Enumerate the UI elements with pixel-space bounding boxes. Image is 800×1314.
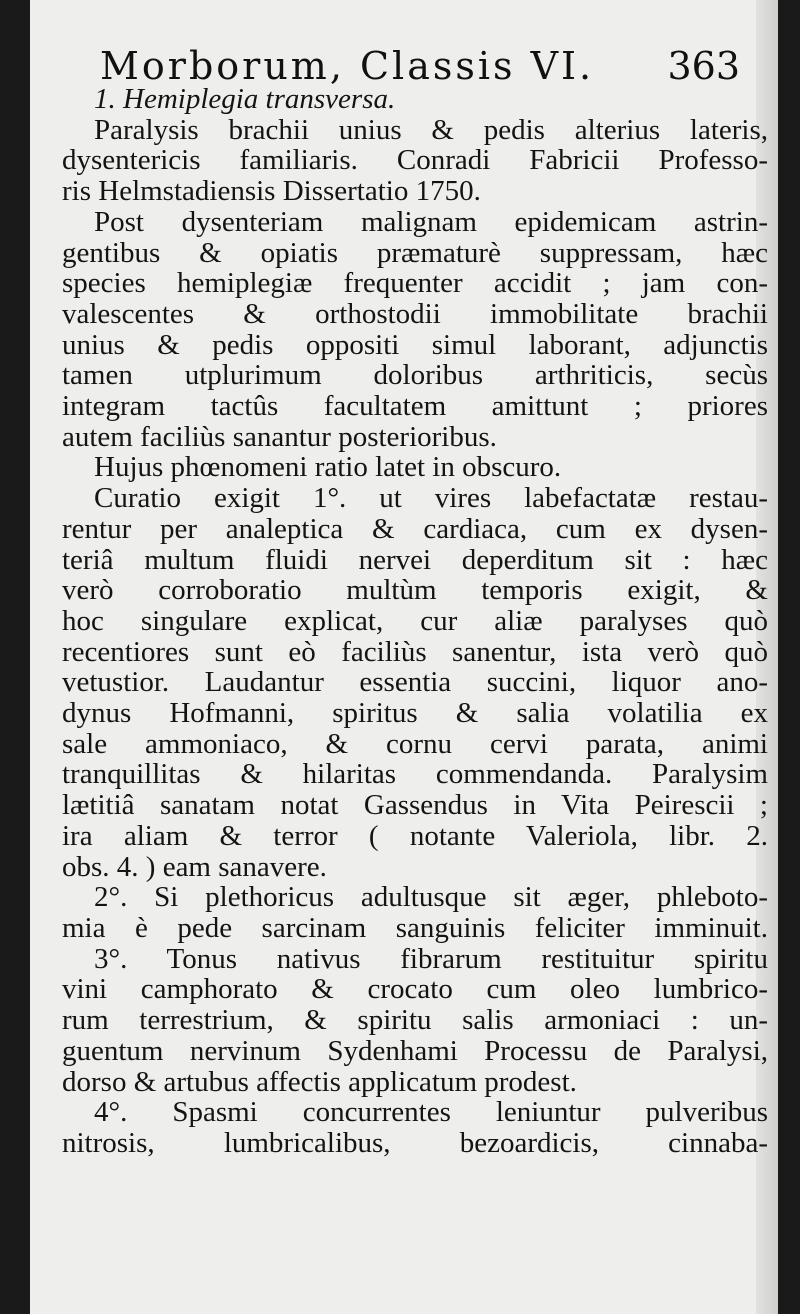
text-line: 3°. Tonus nativus fibrarum restituitur spiritu [94, 942, 768, 975]
text-line: tranquillitas & hilaritas commendanda. Paralysim [62, 758, 768, 791]
body-text [62, 84, 768, 1159]
text-line: Post dysenteriam malignam epidemicam astrin- [94, 205, 768, 238]
text-line: vetustior. Laudantur essentia succini, liquor ano- [62, 666, 768, 699]
text-line: tamen utplurimum doloribus arthriticis, secùs [62, 359, 768, 392]
book-page [30, 0, 778, 1314]
text-line: guentum nervinum Sydenhami Processu de Paralysi, [62, 1034, 768, 1067]
text-line: obs. 4. ) eam sanavere. [62, 850, 327, 883]
text-line: species hemiplegiæ frequenter accidit ; jam con- [62, 267, 768, 300]
text-line: teriâ multum fluidi nervei deperditum sit : hæc [62, 543, 768, 576]
text-line: dynus Hofmanni, spiritus & salia volatilia ex [62, 697, 768, 730]
text-line: ira aliam & terror ( notante Valeriola, libr. 2. [62, 819, 768, 852]
text-line: gentibus & opiatis præmaturè suppressam, hæc [62, 236, 768, 269]
running-header [100, 44, 740, 88]
text-line: 2°. Si plethoricus adultusque sit æger, phleboto- [94, 881, 768, 914]
text-line: autem faciliùs sanantur posterioribus. [62, 420, 497, 453]
text-line: 4°. Spasmi concurrentes leniuntur pulveribus [94, 1096, 768, 1129]
text-line: verò corroboratio multùm temporis exigit, & [62, 574, 768, 607]
text-line: integram tactûs facultatem amittunt ; priores [62, 390, 768, 423]
text-line: Paralysis brachii unius & pedis alterius lateris, [94, 113, 768, 146]
text-line: mia è pede sarcinam sanguinis feliciter imminuit. [62, 911, 768, 944]
text-line: dysentericis familiaris. Conradi Fabricii Professo- [62, 144, 768, 177]
text-line: lætitiâ sanatam notat Gassendus in Vita Peirescii ; [62, 789, 768, 822]
text-line: vini camphorato & crocato cum oleo lumbrico- [62, 973, 768, 1006]
text-line: nitrosis, lumbricalibus, bezoardicis, cinnaba- [62, 1126, 768, 1159]
text-line: sale ammoniaco, & cornu cervi parata, animi [62, 727, 768, 760]
text-line: unius & pedis oppositi simul laborant, adjunctis [62, 328, 768, 361]
text-line: Hujus phœnomeni ratio latet in obscuro. [94, 451, 562, 484]
text-line: dorso & artubus affectis applicatum prodest. [62, 1065, 577, 1098]
text-line: 1. Hemiplegia transversa. [94, 83, 396, 115]
text-line: valescentes & orthostodii immobilitate brachii [62, 297, 768, 330]
text-line: ris Helmstadiensis Dissertatio 1750. [62, 175, 481, 208]
header-title: Morborum, Classis VI. [100, 44, 595, 88]
text-line: recentiores sunt eò faciliùs sanentur, ista verò quò [62, 635, 768, 668]
text-line: hoc singulare explicat, cur aliæ paralyses quò [62, 604, 768, 637]
text-line: rum terrestrium, & spiritu salis armoniaci : un- [62, 1004, 768, 1037]
page-number: 363 [667, 44, 740, 88]
text-line: rentur per analeptica & cardiaca, cum ex dysen- [62, 512, 768, 545]
text-line: Curatio exigit 1°. ut vires labefactatæ restau- [94, 482, 768, 515]
